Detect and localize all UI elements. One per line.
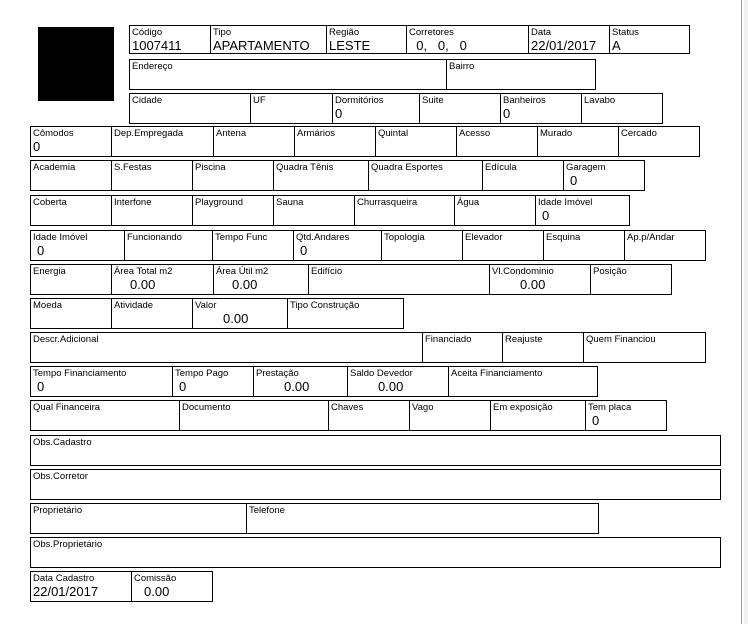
label-status: Status [612,27,639,38]
label-lavabo: Lavabo [584,95,616,106]
value-data-cadastro: 22/01/2017 [33,584,99,599]
value-qtd-andares: 0 [300,243,308,258]
label-tempo-financiamento: Tempo Financiamento [33,368,127,379]
label-chaves: Chaves [331,402,364,413]
label-academia: Academia [33,162,76,173]
label-data: Data [531,27,552,38]
value-area-util: 0.00 [232,277,258,292]
label-obs-corretor: Obs.Corretor [33,471,88,482]
label-comodos: Cômodos [33,128,74,139]
field-status [610,25,690,54]
field-ap-p-andar [625,230,706,261]
field-tempo-financiamento [31,366,173,397]
row-coberta [30,195,630,226]
field-acesso [457,126,538,157]
field-obs-proprietario [31,537,721,568]
field-esquina [544,230,625,261]
row-data-cadastro [30,571,213,602]
field-interfone [112,195,193,226]
value-tipo: APARTAMENTO [213,38,310,53]
field-area-total [112,264,214,295]
field-reajuste [503,332,584,363]
field-tempo-pago [173,366,254,397]
field-armarios [295,126,376,157]
label-endereco: Endereço [132,61,173,72]
label-vl-condominio: Vl.Condominio [492,266,554,277]
field-vago [410,400,491,431]
field-piscina [193,160,274,191]
row-obs-cadastro [30,435,721,466]
field-comodos [31,126,112,157]
value-codigo: 1007411 [132,38,182,53]
label-tipo: Tipo [213,27,232,38]
field-codigo [130,25,211,54]
field-edicula [483,160,564,191]
label-tempo-pago: Tempo Pago [175,368,229,379]
row-obs-corretor [30,469,721,500]
row-endereco [129,59,596,90]
label-moeda: Moeda [33,300,63,311]
label-tem-placa: Tem placa [588,402,632,413]
field-topologia [382,230,463,261]
row-idade-imovel [30,230,706,261]
value-data: 22/01/2017 [531,38,597,53]
label-telefone: Telefone [249,505,285,516]
field-aceita-financiamento [449,366,598,397]
value-corretores: 0, 0, 0 [409,38,467,53]
label-area-util: Área Útil m2 [216,266,269,277]
field-suite [420,93,501,124]
label-esquina: Esquina [546,232,581,243]
label-cidade: Cidade [132,95,163,106]
field-quadra-tenis [274,160,369,191]
label-idade-imovel-2: Idade Imóvel [33,232,88,243]
label-obs-cadastro: Obs.Cadastro [33,437,92,448]
row-cidade [129,93,663,124]
row-identification [129,25,690,54]
row-qual-financeira [30,400,667,431]
field-valor [193,298,288,329]
field-cercado [619,126,700,157]
label-cercado: Cercado [621,128,657,139]
field-comissao [132,571,213,602]
label-uf: UF [253,95,266,106]
field-energia [31,264,112,295]
label-posicao: Posição [593,266,627,277]
label-corretores: Corretores [409,27,454,38]
label-atividade: Atividade [114,300,154,311]
value-prestacao: 0.00 [284,379,310,394]
label-energia: Energia [33,266,66,277]
row-energia [30,264,672,295]
value-regiao: LESTE [329,38,371,53]
label-idade-imovel: Idade Imóvel [538,197,593,208]
label-playground: Playground [195,197,244,208]
field-descr-adicional [31,332,423,363]
label-regiao: Região [329,27,360,38]
value-banheiros: 0 [503,106,511,121]
field-qtd-andares [294,230,382,261]
field-quintal [376,126,457,157]
label-valor: Valor [195,300,217,311]
field-funcionando [125,230,213,261]
value-area-total: 0.00 [130,277,156,292]
label-quem-financiou: Quem Financiou [586,334,656,345]
field-endereco [130,59,447,90]
row-academia [30,160,645,191]
field-proprietario [31,503,247,534]
row-financiamento [30,366,598,397]
label-suite: Suite [422,95,444,106]
field-obs-corretor [31,469,721,500]
field-idade-imovel [536,195,630,226]
field-bairro [447,59,596,90]
field-lavabo [582,93,663,124]
row-moeda [30,298,404,329]
field-uf [251,93,333,124]
field-churrasqueira [355,195,455,226]
value-valor: 0.00 [223,311,249,326]
field-prestacao [254,366,348,397]
field-atividade [112,298,193,329]
field-cidade [130,93,251,124]
field-financiado [423,332,503,363]
label-garagem: Garagem [566,162,606,173]
field-saldo-devedor [348,366,449,397]
label-dep-empregada: Dep.Empregada [114,128,184,139]
field-idade-imovel-2 [31,230,125,261]
row-proprietario [30,503,599,534]
row-comodos [30,126,700,157]
label-agua: Água [457,197,480,208]
value-tempo-pago: 0 [179,379,187,394]
property-photo [38,27,114,101]
field-agua [455,195,536,226]
field-corretores [407,25,529,54]
label-qtd-andares: Qtd.Andares [296,232,350,243]
field-academia [31,160,112,191]
field-documento [180,400,329,431]
label-elevador: Elevador [465,232,503,243]
field-banheiros [501,93,582,124]
label-piscina: Piscina [195,162,226,173]
label-acesso: Acesso [459,128,491,139]
label-saldo-devedor: Saldo Devedor [350,368,413,379]
value-idade-imovel-2: 0 [37,243,45,258]
label-armarios: Armários [297,128,336,139]
field-quem-financiou [584,332,706,363]
field-s-festas [112,160,193,191]
label-quadra-esportes: Quadra Esportes [371,162,443,173]
row-obs-proprietario [30,537,721,568]
label-funcionando: Funcionando [127,232,182,243]
label-tempo-func: Tempo Func [215,232,268,243]
label-interfone: Interfone [114,197,152,208]
label-quintal: Quintal [378,128,409,139]
field-edificio [309,264,490,295]
label-codigo: Código [132,27,163,38]
label-coberta: Coberta [33,197,67,208]
field-tipo [211,25,327,54]
value-saldo-devedor: 0.00 [378,379,404,394]
field-vl-condominio [490,264,591,295]
label-descr-adicional: Descr.Adicional [33,334,99,345]
label-antena: Antena [216,128,247,139]
field-quadra-esportes [369,160,483,191]
label-financiado: Financiado [425,334,472,345]
label-qual-financeira: Qual Financeira [33,402,101,413]
label-quadra-tenis: Quadra Tênis [276,162,334,173]
value-dormitorios: 0 [335,106,343,121]
label-sauna: Sauna [276,197,304,208]
row-descr-adicional [30,332,706,363]
field-dep-empregada [112,126,214,157]
label-edicula: Edícula [485,162,517,173]
field-tipo-construcao [288,298,404,329]
value-tem-placa: 0 [592,413,600,428]
value-tempo-financiamento: 0 [37,379,45,394]
field-coberta [31,195,112,226]
field-antena [214,126,295,157]
field-chaves [329,400,410,431]
label-comissao: Comissão [134,573,177,584]
field-tempo-func [213,230,294,261]
field-em-exposicao [491,400,586,431]
label-em-exposicao: Em exposição [493,402,553,413]
field-area-util [214,264,309,295]
label-bairro: Bairro [449,61,475,72]
field-obs-cadastro [31,435,721,466]
value-comissao: 0.00 [144,584,170,599]
field-moeda [31,298,112,329]
label-reajuste: Reajuste [505,334,543,345]
label-murado: Murado [540,128,573,139]
label-edificio: Edifício [311,266,343,277]
label-obs-proprietario: Obs.Proprietário [33,539,103,550]
value-idade-imovel: 0 [542,208,550,223]
label-dormitorios: Dormitórios [335,95,384,106]
value-garagem: 0 [570,173,578,188]
field-elevador [463,230,544,261]
label-tipo-construcao: Tipo Construção [290,300,360,311]
field-data [529,25,610,54]
field-data-cadastro [31,571,132,602]
field-murado [538,126,619,157]
label-data-cadastro: Data Cadastro [33,573,95,584]
field-qual-financeira [31,400,180,431]
label-prestacao: Prestação [256,368,299,379]
label-ap-p-andar: Ap.p/Andar [627,232,675,243]
field-regiao [327,25,407,54]
field-tem-placa [586,400,667,431]
label-area-total: Área Total m2 [114,266,173,277]
label-banheiros: Banheiros [503,95,546,106]
label-s-festas: S.Festas [114,162,152,173]
field-telefone [247,503,599,534]
value-vl-condominio: 0.00 [520,277,546,292]
label-aceita-financiamento: Aceita Financiamento [451,368,543,379]
page-margin [744,0,748,624]
field-dormitorios [333,93,420,124]
value-comodos: 0 [33,139,41,154]
field-playground [193,195,274,226]
label-churrasqueira: Churrasqueira [357,197,418,208]
field-garagem [564,160,645,191]
label-topologia: Topologia [384,232,425,243]
label-vago: Vago [412,402,434,413]
value-status: A [612,38,621,53]
field-sauna [274,195,355,226]
field-posicao [591,264,672,295]
label-proprietario: Proprietário [33,505,83,516]
page-edge [741,0,742,624]
label-documento: Documento [182,402,231,413]
